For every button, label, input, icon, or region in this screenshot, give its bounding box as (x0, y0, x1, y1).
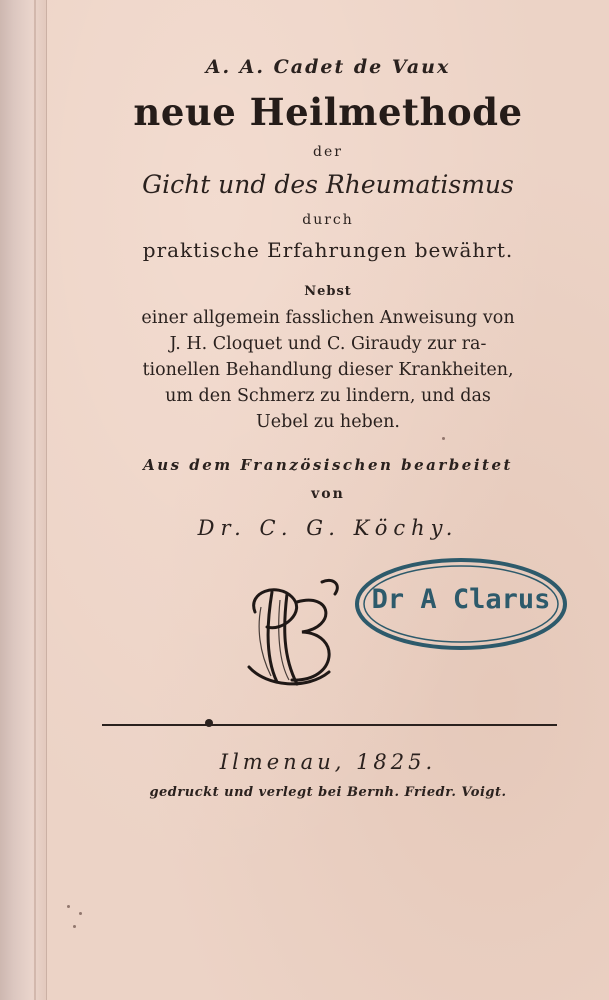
description-line: tionellen Behandlung dieser Krankheiten, (142, 360, 514, 380)
nebst-label: Nebst (304, 284, 352, 299)
imprint-printer: gedruckt und verlegt bei Bernh. Friedr. Voigt. (149, 785, 507, 800)
title-connector-der: der (313, 144, 343, 160)
spine-crease (34, 0, 36, 1000)
monogram-emblem (237, 572, 347, 692)
paper-speck (442, 437, 445, 440)
description-line: Uebel zu heben. (256, 412, 400, 432)
title-page (47, 0, 609, 1000)
translator-connector-von: von (311, 486, 345, 502)
title-connector-durch: durch (302, 212, 354, 228)
paper-speck (79, 912, 82, 915)
imprint-place-year: Ilmenau, 1825. (219, 750, 437, 774)
translator-name: Dr. C. G. Köchy. (197, 516, 459, 540)
paper-speck (73, 925, 76, 928)
description-line: um den Schmerz zu lindern, und das (165, 386, 491, 406)
book-spine (0, 0, 47, 1000)
stamp-text: Dr A Clarus (371, 584, 551, 615)
translation-note: Aus dem Französischen bearbeitet (143, 456, 513, 474)
paper-speck (67, 905, 70, 908)
description-line: J. H. Cloquet und C. Giraudy zur ra- (169, 334, 487, 354)
author-name: A. A. Cadet de Vaux (205, 56, 451, 78)
book-title: neue Heilmethode (133, 90, 523, 134)
divider-dot (205, 719, 213, 727)
subtitle-line: praktische Erfahrungen bewährt. (142, 238, 514, 262)
book-subtitle: Gicht und des Rheumatismus (142, 170, 514, 199)
divider-rule (102, 724, 557, 726)
description-line: einer allgemein fasslichen Anweisung von (141, 308, 515, 328)
